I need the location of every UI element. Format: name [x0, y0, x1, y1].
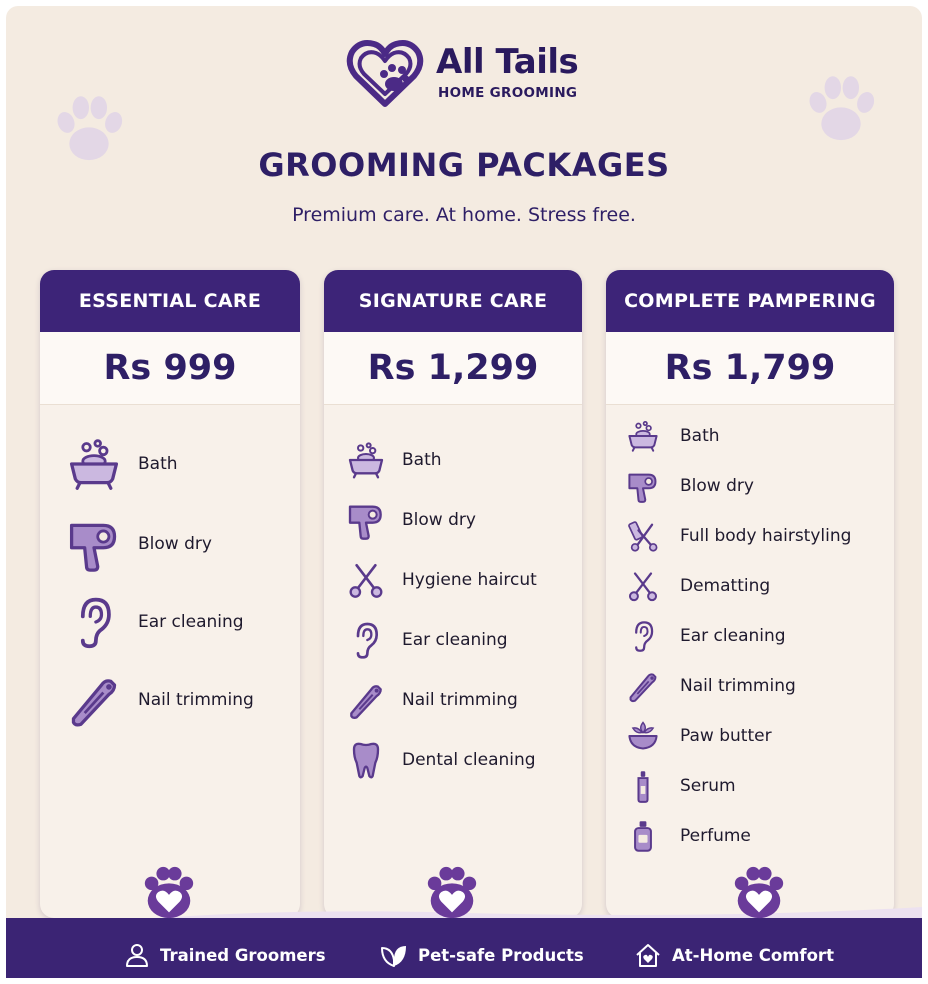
package-price: Rs 1,799: [606, 332, 894, 405]
leaf-icon: [380, 942, 408, 968]
package-name: ESSENTIAL CARE: [40, 270, 300, 332]
feature-item: [626, 769, 736, 803]
feature-label: Full body hairstyling: [680, 526, 852, 546]
home-heart-icon: [634, 942, 662, 968]
scissors-icon: [626, 569, 660, 603]
ear-icon: [626, 619, 660, 653]
brand-tagline: HOME GROOMING: [438, 85, 578, 101]
feature-item: [346, 500, 476, 540]
feature-label: Dental cleaning: [402, 750, 536, 770]
feature-label: Ear cleaning: [402, 630, 508, 650]
feature-item: [626, 419, 720, 453]
comb-scissors-icon: [626, 519, 660, 553]
feature-item: [626, 569, 770, 603]
nail-clipper-icon: [66, 672, 122, 728]
feature-item: [626, 719, 772, 753]
perfume-bottle-icon: [626, 819, 660, 853]
feature-label: Blow dry: [402, 510, 476, 530]
package-price: Rs 1,299: [324, 332, 582, 405]
feature-label: Blow dry: [138, 534, 212, 554]
feature-label: Nail trimming: [138, 690, 254, 710]
feature-label: Bath: [402, 450, 442, 470]
page-subtitle: Premium care. At home. Stress free.: [292, 204, 636, 226]
feature-item: [626, 519, 851, 553]
hair-dryer-icon: [626, 469, 660, 503]
feature-label: Ear cleaning: [680, 626, 786, 646]
feature-label: Hygiene haircut: [402, 570, 537, 590]
feature-item: [626, 619, 786, 653]
package-card-complete[interactable]: [606, 270, 894, 918]
footer-badge-home: [634, 942, 834, 968]
brand-logo: [346, 36, 596, 108]
nail-clipper-icon: [626, 669, 660, 703]
ear-icon: [346, 620, 386, 660]
groomer-person-icon: [124, 942, 150, 968]
heart-paw-badge-icon: [140, 864, 198, 922]
feature-item: [346, 680, 518, 720]
bathtub-icon: [626, 419, 660, 453]
bathtub-icon: [66, 436, 122, 492]
feature-item: [346, 620, 508, 660]
brand-name: All Tails: [436, 42, 579, 82]
footer-badge-pet-safe: [380, 942, 584, 968]
feature-item: [66, 516, 212, 572]
feature-item: [626, 669, 796, 703]
feature-item: [346, 440, 442, 480]
badge-label: Trained Groomers: [160, 945, 326, 965]
feature-label: Blow dry: [680, 476, 754, 496]
serum-bottle-icon: [626, 769, 660, 803]
feature-item: [66, 672, 254, 728]
package-name: SIGNATURE CARE: [324, 270, 582, 332]
feature-item: [346, 740, 536, 780]
scissors-icon: [346, 560, 386, 600]
badge-label: Pet-safe Products: [418, 945, 584, 965]
feature-item: [626, 819, 751, 853]
package-card-signature[interactable]: [324, 270, 582, 918]
nail-clipper-icon: [346, 680, 386, 720]
feature-label: Nail trimming: [680, 676, 796, 696]
feature-label: Serum: [680, 776, 736, 796]
feature-label: Nail trimming: [402, 690, 518, 710]
hair-dryer-icon: [66, 516, 122, 572]
package-card-essential[interactable]: [40, 270, 300, 918]
package-name: COMPLETE PAMPERING: [606, 270, 894, 332]
footer-badge-groomers: [124, 942, 326, 968]
badge-label: At-Home Comfort: [672, 945, 834, 965]
feature-label: Paw butter: [680, 726, 772, 746]
bathtub-icon: [346, 440, 386, 480]
feature-item: [626, 469, 754, 503]
feature-label: Perfume: [680, 826, 751, 846]
feature-item: [346, 560, 537, 600]
package-price: Rs 999: [40, 332, 300, 405]
paw-print-decoration-icon: [800, 68, 882, 150]
heart-paw-logo-icon: [346, 36, 424, 108]
paw-butter-bowl-icon: [626, 719, 660, 753]
hair-dryer-icon: [346, 500, 386, 540]
heart-paw-badge-icon: [423, 864, 481, 922]
feature-label: Bath: [138, 454, 178, 474]
feature-item: [66, 436, 178, 492]
tooth-icon: [346, 740, 386, 780]
feature-label: Bath: [680, 426, 720, 446]
feature-item: [66, 594, 244, 650]
feature-label: Ear cleaning: [138, 612, 244, 632]
ear-icon: [66, 594, 122, 650]
feature-label: Dematting: [680, 576, 771, 596]
heart-paw-badge-icon: [730, 864, 788, 922]
page-title: GROOMING PACKAGES: [258, 146, 670, 184]
